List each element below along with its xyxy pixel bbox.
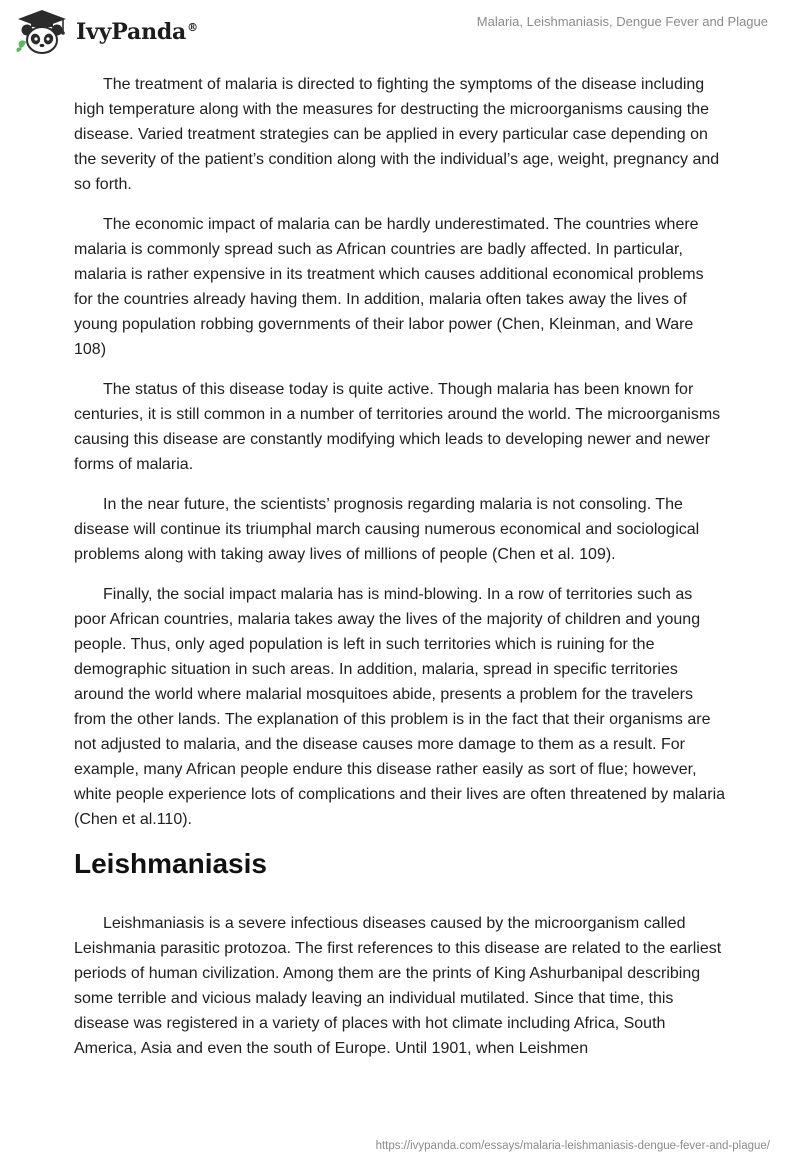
registered-mark: ® bbox=[187, 20, 198, 34]
source-url[interactable]: https://ivypanda.com/essays/malaria-leishmaniasis-dengue-fever-and-plague/ bbox=[375, 1140, 770, 1152]
document-title: Malaria, Leishmaniasis, Dengue Fever and Plague bbox=[476, 14, 768, 29]
paragraph: Leishmaniasis is a severe infectious diseases caused by the microorganism called Leishmania parasitic protozoa. The first references to this disease are related to the earliest periods of human civilization. Among them are the prints of King Ashurbanipal describing some terrible and vicious malady leaving an individual mutilated. Since that time, this disease was registered in a variety of places with hot climate including Africa, South America, Asia and even the south of Europe. Until 1901, when Leishmen bbox=[74, 915, 722, 1057]
essay-body bbox=[74, 72, 726, 1076]
graduation-panda-icon bbox=[14, 8, 70, 56]
paragraph: The economic impact of malaria can be hardly underestimated. The countries where malaria is commonly spread such as African countries are badly affected. In particular, malaria is rather expensive in its treatment which causes additional economical problems for the countries already having them. In addition, malaria often takes away the lives of young population robbing governments of their labor power (Chen, Kleinman, and Ware 108) bbox=[74, 216, 704, 358]
paragraph: In the near future, the scientists’ prognosis regarding malaria is not consoling. The disease will continue its triumphal march causing numerous economical and sociological problems along with taking away lives of millions of people (Chen et al. 109). bbox=[74, 496, 700, 563]
brand-name: IvyPanda® bbox=[76, 19, 198, 45]
section-heading: Leishmaniasis bbox=[74, 848, 267, 879]
paragraph: The status of this disease today is quite active. Though malaria has been known for centuries, it is still common in a number of territories around the world. The microorganisms causing this disease are constantly modifying which leads to developing newer and newer forms of malaria. bbox=[74, 381, 721, 473]
page-header bbox=[0, 0, 800, 66]
paragraph: Finally, the social impact malaria has is mind-blowing. In a row of territories such as poor African countries, malaria takes away the lives of the majority of children and young people. Thus, only aged population is left in such territories which is ruining for the demographic situation in such areas. In addition, malaria, spread in specific territories around the world where malarial mosquitoes abide, presents a problem for the travelers from the other lands. The explanation of this problem is in the fact that their organisms are not adjusted to malaria, and the disease causes more damage to them as a result. For example, many African people endure this disease rather easily as sort of flue; however, white people experience lots of complications and their lives are often threatened by malaria (Chen et al.110). bbox=[74, 586, 726, 828]
paragraph: The treatment of malaria is directed to fighting the symptoms of the disease including high temperature along with the measures for destructing the microorganisms causing the disease. Varied treatment strategies can be applied in every particular case depending on the severity of the patient’s condition along with the individual’s age, weight, pregnancy and so forth. bbox=[74, 76, 720, 193]
brand-logo[interactable] bbox=[14, 8, 198, 56]
